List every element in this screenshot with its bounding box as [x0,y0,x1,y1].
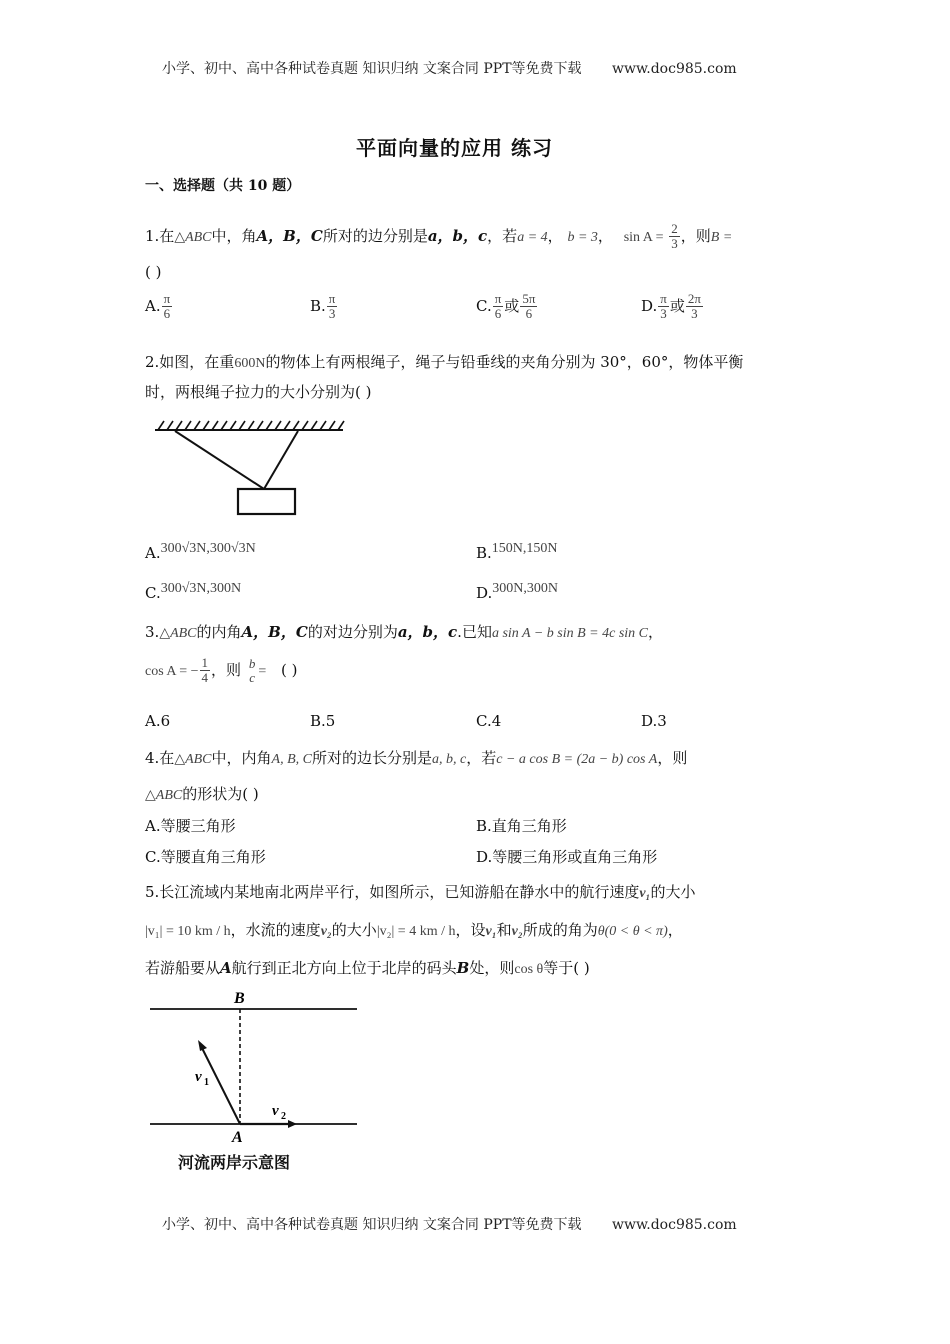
question-2-line2: 时，两根绳子拉力的大小分别为( ) [145,383,372,401]
footer-text: 小学、初中、高中各种试卷真题 知识归纳 文案合同 PPT等免费下载 [162,1217,582,1233]
question-5-line2: |v₁| = 10 km / h，水流的速度v₂的大小|v₂| = 4 km / h，设v₁和v₂所成的角为θ(0 < θ < π)， [145,921,683,939]
q1-option-d[interactable]: D. $\frac{\pi}{3}$ 或 $\frac{2\pi}{3}$ [641,291,701,322]
question-3: 3.△ABC的内角A，B，C的对边分别为a，b，c.已知a sin A − b sin B = 4c sin C， [145,623,664,641]
page-header [162,58,737,78]
q3-option-a[interactable]: A.6 [145,712,171,730]
fraction: $\frac{2}{3}$ [671,221,678,252]
river-figure [145,984,365,1144]
label-a: A [232,1129,243,1144]
q1-option-b[interactable]: B. $\frac{\pi}{3}$ [310,291,336,322]
q2-option-d[interactable]: D.300N,300N [476,581,558,602]
q4-option-c[interactable]: C.等腰直角三角形 [145,848,266,866]
section-heading: 一、选择题（共 10 题） [145,178,301,194]
label-v2: v [272,1103,279,1119]
label-v1-sub: 1 [204,1077,209,1088]
rope-right [264,431,298,489]
question-4: 4.在△ABC中，内角A, B, C所对的边长分别是a, b, c，若c − a cos B = (2a − b) cos A，则 [145,749,688,767]
page-title: 平面向量的应用 练习 [356,136,553,160]
question-4-line2: △ABC的形状为( ) [145,785,259,803]
figure-caption: 河流两岸示意图 [178,1153,291,1172]
question-5-line3: 若游船要从A航行到正北方向上位于北岸的码头B处，则cos θ等于( ) [145,959,590,977]
weight-box [238,489,295,514]
question-1: 1.在△ABC中，角A，B，C所对的边分别是a，b，c，若a = 4， b = 3， sin A = $\frac{2}{3}$ ，则B = [145,221,733,252]
hanging-weight-figure [150,418,350,522]
label-b: B [234,990,245,1007]
q2-option-b[interactable]: B.150N,150N [476,541,558,562]
header-text: 小学、初中、高中各种试卷真题 知识归纳 文案合同 PPT等免费下载 [162,61,582,77]
label-v2-sub: 2 [281,1111,286,1122]
question-3-line2: cos A = − $\frac{1}{4}$ ，则 b c = ( ) [145,655,298,686]
question-2: 2.如图，在重600N的物体上有两根绳子，绳子与铅垂线的夹角分别为 30°，60°，物体平衡 [145,353,744,371]
v2-arrowhead [288,1120,297,1128]
footer-url[interactable]: www.doc985.com [611,1217,737,1233]
question-1-paren: ( ) [145,263,162,281]
q3-option-c[interactable]: C.4 [476,712,502,730]
header-url[interactable]: www.doc985.com [611,61,737,77]
q4-option-b[interactable]: B.直角三角形 [476,817,567,835]
v1-arrowhead [198,1040,207,1051]
q2-option-a[interactable]: A.300√3N,300√3N [145,541,256,562]
q1-option-a[interactable]: A. $\frac{\pi}{6}$ [145,291,171,322]
q2-option-c[interactable]: C.300√3N,300N [145,581,242,602]
ceiling-hatch [158,421,344,430]
label-v1: v [195,1069,202,1085]
page-footer [162,1214,737,1234]
q4-option-a[interactable]: A.等腰三角形 [145,817,236,835]
q1-option-c[interactable]: C. $\frac{\pi}{6}$ 或 $\frac{5\pi}{6}$ [476,291,536,322]
q3-option-d[interactable]: D.3 [641,712,667,730]
q4-option-d[interactable]: D.等腰三角形或直角三角形 [476,848,658,866]
rope-left [175,431,264,489]
q3-option-b[interactable]: B.5 [310,712,336,730]
question-5: 5.长江流域内某地南北两岸平行，如图所示，已知游船在静水中的航行速度v₁的大小 [145,883,696,901]
